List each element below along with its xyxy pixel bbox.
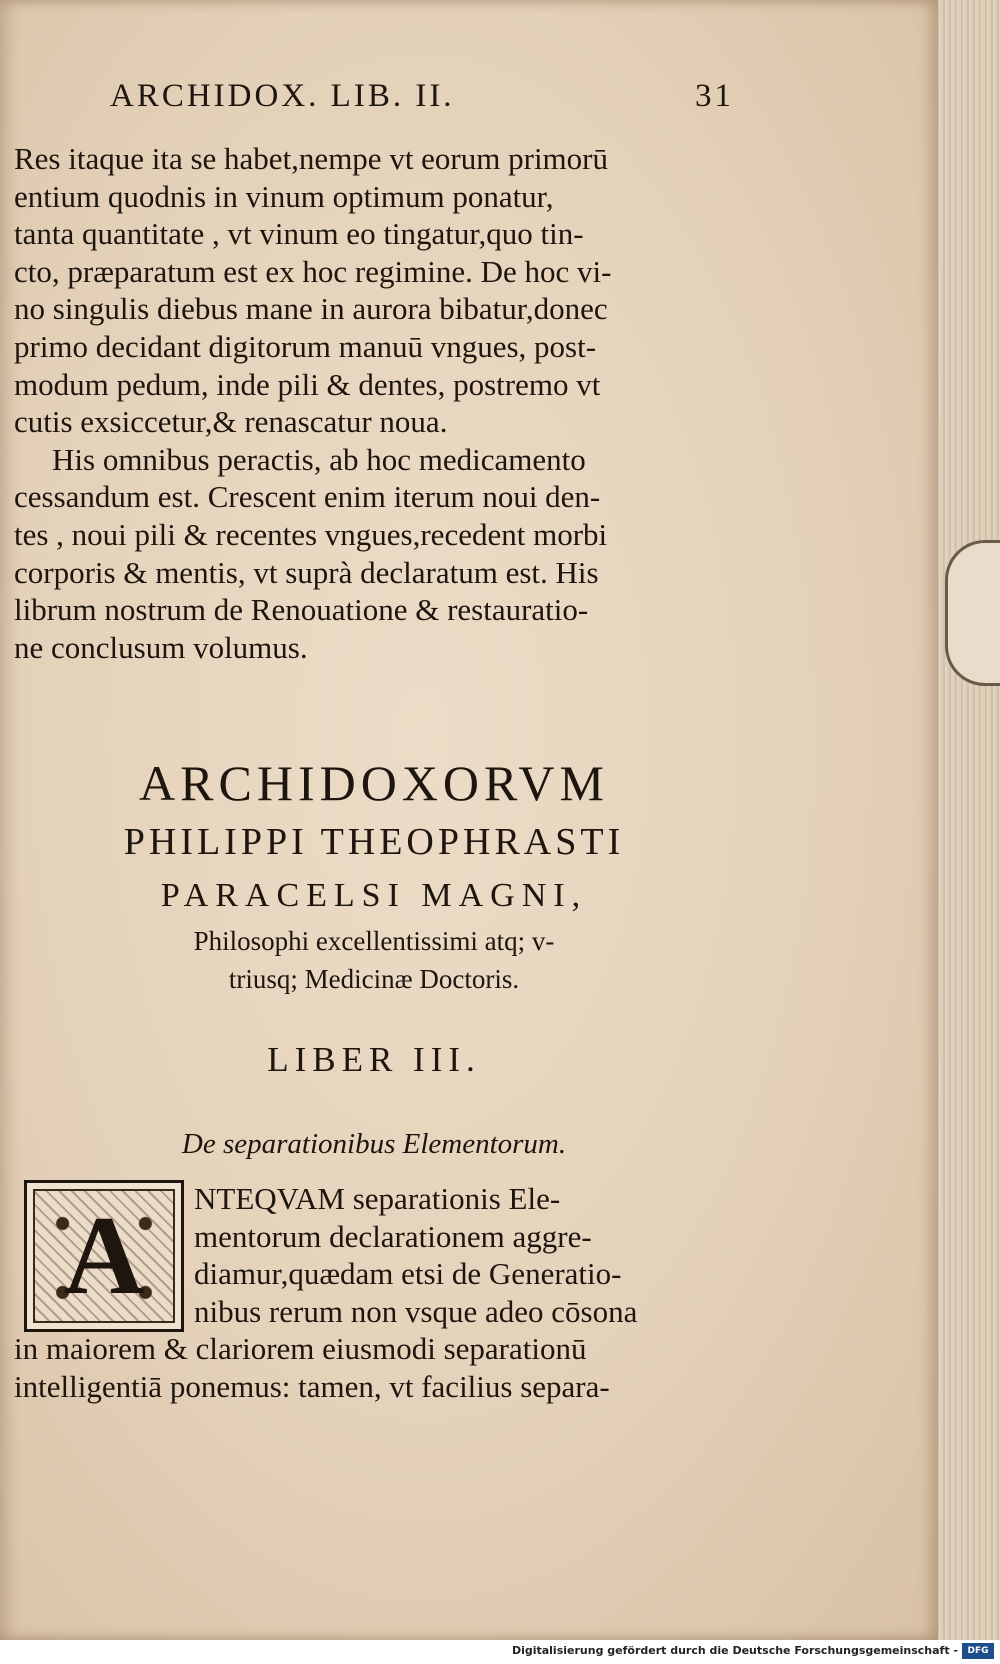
- text-line: cutis exsiccetur,& renascatur noua.: [14, 404, 448, 440]
- title-line-1: ARCHIDOXORVM: [139, 755, 609, 811]
- text-line: tanta quantitate , vt vinum eo tingatur,quo tin-: [14, 216, 584, 252]
- text-line: primo decidant digitorum manuū vngues, post-: [14, 328, 597, 364]
- digitization-footer: [0, 1640, 1000, 1664]
- running-title: ARCHIDOX. LIB. II.: [110, 78, 455, 114]
- funding-credit: Digitalisierung gefördert durch die Deutsche Forschungsgemeinschaft -: [511, 1644, 958, 1657]
- page-clip: [945, 540, 1000, 686]
- text-line: diamur,quædam etsi de Generatio-: [194, 1256, 622, 1291]
- title-line-4: Philosophi excellentissimi atq; v-: [193, 926, 555, 956]
- text-line: librum nostrum de Renouatione & restauratio-: [14, 592, 589, 628]
- text-line: mentorum declarationem aggre-: [194, 1218, 592, 1254]
- book-number-heading: LIBER III.: [267, 1040, 481, 1079]
- initial-letter: A: [63, 1194, 145, 1318]
- text-line: nibus rerum non vsque adeo cōsona: [194, 1293, 638, 1329]
- text-line: cessandum est. Crescent enim iterum noui den-: [14, 479, 601, 515]
- title-line-3: PARACELSI MAGNI,: [160, 877, 588, 914]
- text-line: no singulis diebus mane in aurora bibatur,donec: [14, 291, 608, 327]
- text-line: tes , noui pili & recentes vngues,recedent morbi: [14, 516, 608, 552]
- text-line: His omnibus peractis, ab hoc medicamento: [52, 441, 586, 477]
- title-line-5: triusq; Medicinæ Doctoris.: [228, 964, 520, 994]
- dfg-logo: DFG: [962, 1643, 994, 1659]
- text-line: Res itaque ita se habet,nempe vt eorum primorū: [14, 141, 608, 176]
- text-line: corporis & mentis, vt suprà declaratum est. His: [14, 554, 599, 590]
- text-line: entium quodnis in vinum optimum ponatur,: [14, 178, 554, 214]
- text-line: cto, præparatum est ex hoc regimine. De hoc vi-: [14, 253, 612, 289]
- running-header: [90, 78, 740, 130]
- book-page-edges: [930, 0, 1000, 1640]
- title-line-2: PHILIPPI THEOPHRASTI: [123, 821, 625, 863]
- text-line: intelligentiā ponemus: tamen, vt facilius separa-: [14, 1368, 610, 1404]
- chapter-subtitle: De separationibus Elementorum.: [181, 1128, 567, 1160]
- page-number: 31: [695, 78, 734, 114]
- text-line: ne conclusum volumus.: [14, 629, 308, 665]
- text-line: modum pedum, inde pili & dentes, postremo vt: [14, 366, 601, 402]
- body-paragraphs: [14, 140, 734, 666]
- text-line: NTEQVAM separationis Ele-: [194, 1181, 561, 1216]
- text-line: in maiorem & clariorem eiusmodi separationū: [14, 1331, 587, 1366]
- opening-paragraph: [14, 1180, 734, 1405]
- book-title-block: [14, 752, 734, 998]
